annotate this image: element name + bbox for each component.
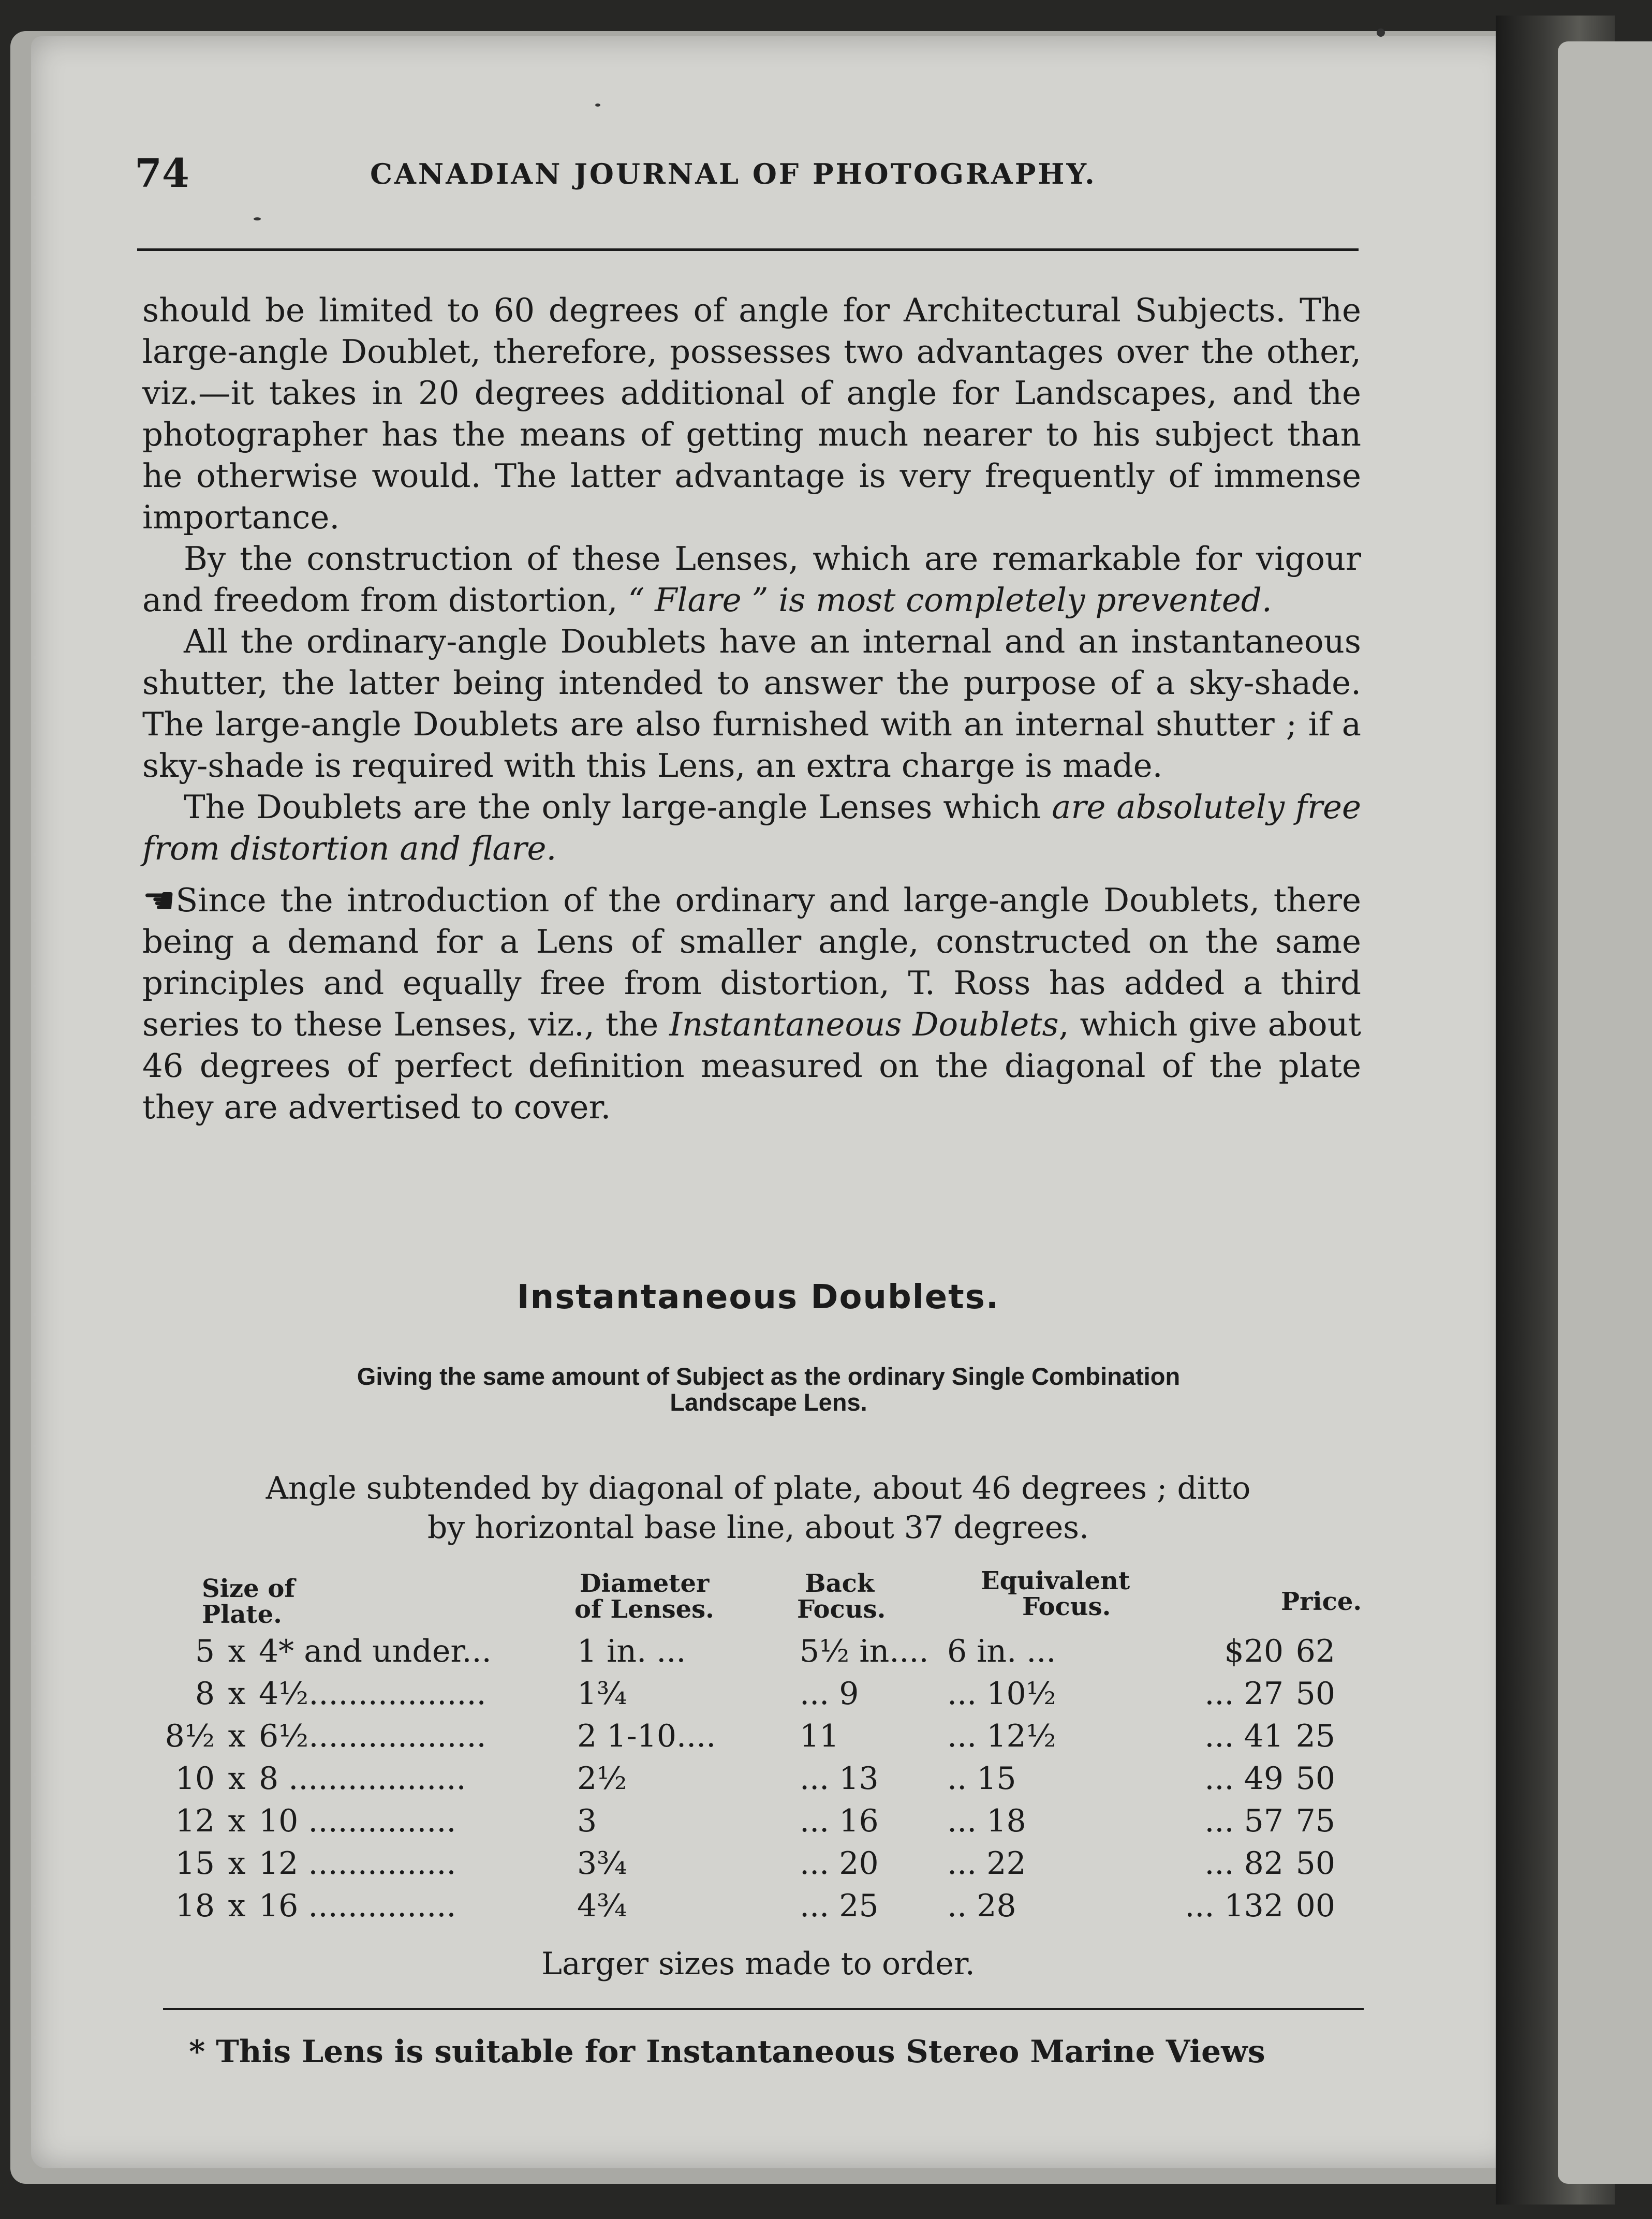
paragraph-3 (142, 621, 1361, 787)
col-header-size-line-2: Plate. (202, 1600, 282, 1629)
price-dollars: ... 41 (1204, 1718, 1284, 1754)
lens-diameter: 1 in. ... (577, 1633, 686, 1669)
table-row (158, 1885, 1335, 1927)
paragraph-4 (142, 787, 1361, 869)
by-sign: x (228, 1845, 246, 1882)
paragraph-3-text: All the ordinary-angle Doublets have an internal and an instantaneous shutter, the latter being intended to answer the purpose of a sky-shade. The large-angle Doublets are also furnished with an internal shutter ; if a sky-shade is required with this Lens, an extra charge is made. (142, 623, 1361, 785)
price-dollars: ... 49 (1204, 1761, 1284, 1797)
angle-note-line-1: Angle subtended by diagonal of plate, about 46 degrees ; ditto (266, 1470, 1251, 1506)
paragraph-4-text: The Doublets are the only large-angle Lenses which (184, 788, 1052, 826)
lens-diameter: 2 1-10.... (577, 1718, 716, 1754)
price-cents: 50 (1295, 1676, 1335, 1712)
plate-height: 4½.................. (259, 1676, 486, 1712)
equivalent-focus: ... 22 (947, 1845, 1026, 1882)
back-focus: ... 20 (800, 1845, 879, 1882)
lens-diameter: 4¾ (577, 1888, 627, 1924)
paragraph-2-italic: “ Flare ” is most completely prevented. (628, 581, 1272, 619)
plate-height: 8 .................. (259, 1761, 466, 1797)
by-sign: x (228, 1888, 246, 1924)
paragraph-2 (142, 538, 1361, 621)
back-focus: ... 9 (800, 1676, 859, 1712)
paragraph-5-text: Since the introduction of the ordinary and large-angle Doublets, there being a demand for a Lens of smaller angle, constructed on the same principles and equally free from distortion, T. Ross has added a third series to these Lenses, viz., the (142, 881, 1361, 1043)
angle-note-line-2: by horizontal base line, about 37 degrees. (427, 1510, 1089, 1546)
lens-diameter: 3 (577, 1803, 597, 1839)
plate-width: 5 (195, 1633, 215, 1669)
by-sign: x (228, 1803, 246, 1839)
equivalent-focus: ... 12½ (947, 1718, 1056, 1754)
facing-page-edge (1558, 41, 1652, 2184)
ink-fleck (595, 103, 600, 107)
section-subtitle-line-1: Giving the same amount of Subject as the ordinary Single Combination (357, 1363, 1181, 1390)
plate-width: 8 (195, 1676, 215, 1712)
table-row (158, 1800, 1335, 1842)
section-subtitle-line-2: Landscape Lens. (670, 1388, 867, 1416)
plate-height: 10 ............... (259, 1803, 456, 1839)
by-sign: x (228, 1718, 246, 1754)
plate-width: 18 (175, 1888, 215, 1924)
page-number: 74 (135, 150, 189, 196)
price-cents: 00 (1295, 1888, 1335, 1924)
paragraph-4-italic: are absolutely free from distortion and flare. (142, 788, 1361, 867)
by-sign: x (228, 1633, 246, 1669)
equivalent-focus: 6 in. ... (947, 1633, 1056, 1669)
paragraph-1 (142, 290, 1361, 538)
footnote: * This Lens is suitable for Instantaneous Stereo Marine Views (189, 2034, 1265, 2070)
price-dollars: $20 (1224, 1633, 1284, 1669)
col-header-back-focus (797, 1571, 886, 1622)
back-focus: ... 16 (800, 1803, 879, 1839)
col-header-equivalent-focus-line-2: Focus. (1022, 1592, 1111, 1621)
equivalent-focus: ... 10½ (947, 1676, 1056, 1712)
price-dollars: ... 57 (1204, 1803, 1284, 1839)
larger-sizes-note: Larger sizes made to order. (541, 1946, 975, 1982)
price-cents: 75 (1295, 1803, 1335, 1839)
table-row (158, 1715, 1335, 1757)
running-title: CANADIAN JOURNAL OF PHOTOGRAPHY. (370, 157, 1097, 190)
lens-diameter: 1¾ (577, 1676, 627, 1712)
pointing-hand-icon: ☛ (142, 879, 176, 922)
plate-width: 12 (175, 1803, 215, 1839)
equivalent-focus: .. 15 (947, 1761, 1016, 1797)
back-focus: ... 25 (800, 1888, 879, 1924)
col-header-size-line-1: Size of (202, 1574, 296, 1603)
col-header-diameter (574, 1571, 714, 1622)
footnote-rule (163, 2008, 1364, 2010)
plate-height: 16 ............... (259, 1888, 456, 1924)
price-dollars: ... 27 (1204, 1676, 1284, 1712)
paragraph-5-italic: Instantaneous Doublets (669, 1005, 1059, 1043)
price-cents: 62 (1295, 1633, 1335, 1669)
paragraph-1-text: should be limited to 60 degrees of angle for Architectural Subjects. The large-angle Doublet, therefore, possesses two advantages over the other, viz.—it takes in 20 degrees additional of angle for Landscapes, and the photographer has the means of getting much nearer to his subject than he otherwise would. The latter advantage is very frequently of immense importance. (142, 291, 1361, 536)
ink-fleck (254, 217, 261, 220)
lens-diameter: 3¾ (577, 1845, 627, 1882)
lens-diameter: 2½ (577, 1761, 627, 1797)
by-sign: x (228, 1676, 246, 1712)
plate-height: 4* and under... (259, 1633, 492, 1669)
paragraph-5-text-end: , which give about 46 degrees of perfect definition measured on the diagonal of the plate they are advertised to cover. (142, 1005, 1361, 1126)
col-header-back-focus-line-2: Focus. (797, 1595, 886, 1624)
header-rule (137, 248, 1359, 251)
ink-fleck (1377, 28, 1385, 37)
col-header-diameter-line-1: Diameter (580, 1569, 710, 1598)
lens-price-table (158, 1630, 1335, 1927)
plate-height: 6½.................. (259, 1718, 486, 1754)
table-row (158, 1673, 1335, 1715)
back-focus: 5½ in.... (800, 1633, 929, 1669)
back-focus: 11 (800, 1718, 839, 1754)
plate-width: 10 (175, 1761, 215, 1797)
plate-width: 8½ (165, 1718, 215, 1754)
table-row (158, 1630, 1335, 1673)
price-dollars: ... 82 (1204, 1845, 1284, 1882)
body-text (142, 290, 1361, 1128)
price-cents: 50 (1295, 1845, 1335, 1882)
col-header-equivalent-focus-line-1: Equivalent (981, 1566, 1130, 1595)
col-header-size (202, 1576, 295, 1628)
col-header-diameter-line-2: of Lenses. (574, 1595, 714, 1624)
by-sign: x (228, 1761, 246, 1797)
paragraph-2-text: By the construction of these Lenses, which are remarkable for vigour and freedom from distortion, (142, 540, 1361, 619)
price-cents: 25 (1295, 1718, 1335, 1754)
paragraph-5 (142, 880, 1361, 1128)
price-dollars: ... 132 (1185, 1888, 1284, 1924)
col-header-equivalent-focus (981, 1568, 1130, 1620)
table-row (158, 1757, 1335, 1800)
plate-height: 12 ............... (259, 1845, 456, 1882)
section-title: Instantaneous Doublets. (517, 1278, 1000, 1316)
equivalent-focus: ... 18 (947, 1803, 1026, 1839)
col-header-back-focus-line-1: Back (805, 1569, 875, 1598)
col-header-price: Price. (1281, 1587, 1362, 1616)
equivalent-focus: .. 28 (947, 1888, 1016, 1924)
price-cents: 50 (1295, 1761, 1335, 1797)
back-focus: ... 13 (800, 1761, 879, 1797)
plate-width: 15 (175, 1845, 215, 1882)
table-row (158, 1842, 1335, 1885)
